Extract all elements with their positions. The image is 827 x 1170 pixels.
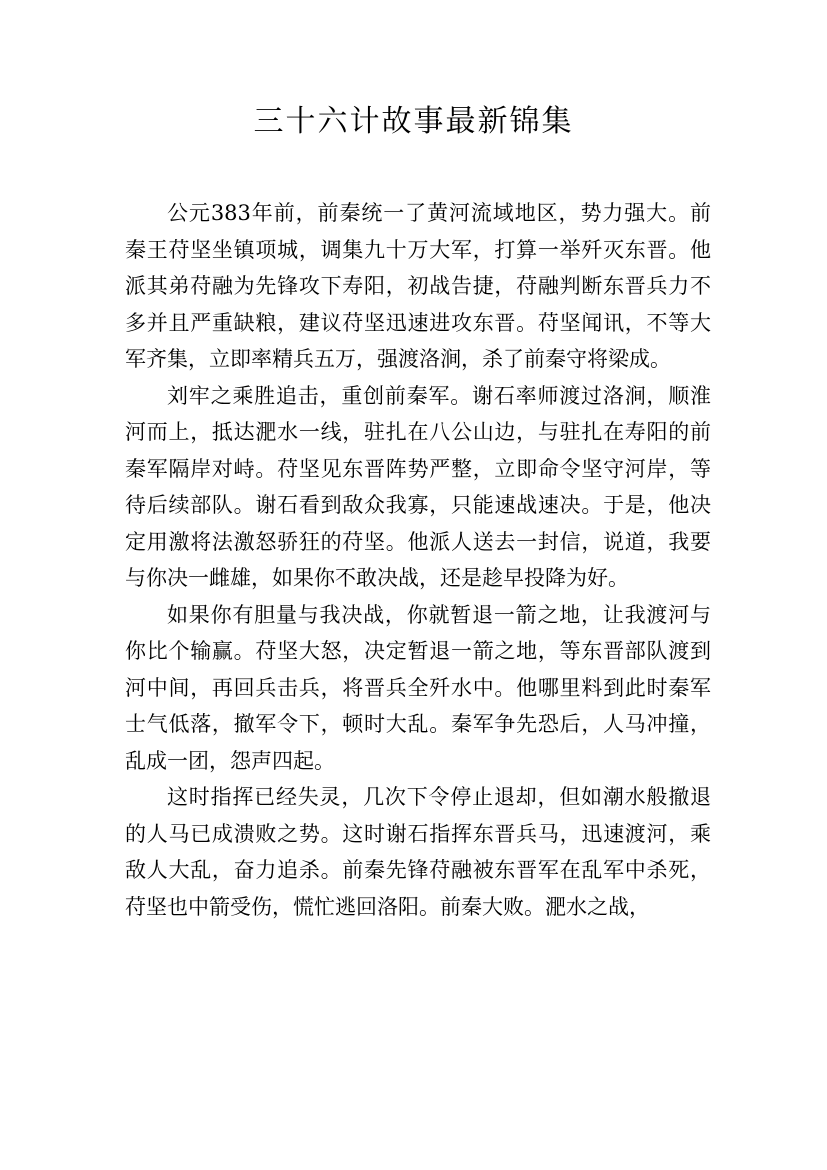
- paragraph-3: 如果你有胆量与我决战，你就暂退一箭之地，让我渡河与你比个输赢。苻坚大怒，决定暂退一箭之地，等东晋部队渡到河中间，再回兵击兵，将晋兵全歼水中。他哪里料到此时秦军士气低落，撤军令下，顿时大乱。秦军争先恐后，人马冲撞，乱成一团，怨声四起。: [125, 602, 711, 773]
- paragraph-4: 这时指挥已经失灵，几次下令停止退却，但如潮水般撤退的人马已成溃败之势。这时谢石指挥东晋兵马，迅速渡河，乘敌人大乱，奋力追杀。前秦先锋苻融被东晋军在乱军中杀死，苻坚也中箭受伤，慌忙逃回洛阳。前秦大败。淝水之战，: [125, 785, 711, 919]
- paragraph-1: 公元383年前，前秦统一了黄河流域地区，势力强大。前秦王苻坚坐镇项城，调集九十万大军，打算一举歼灭东晋。他派其弟苻融为先锋攻下寿阳，初战告捷，苻融判断东晋兵力不多并且严重缺粮，建议苻坚迅速进攻东晋。苻坚闻讯，不等大军齐集，立即率精兵五万，强渡洛涧，杀了前秦守将梁成。: [125, 201, 711, 371]
- document-title: 三十六计故事最新锦集: [253, 104, 574, 139]
- paragraph-2: 刘牢之乘胜追击，重创前秦军。谢石率师渡过洛涧，顺淮河而上，抵达淝水一线，驻扎在八公山边，与驻扎在寿阳的前秦军隔岸对峙。苻坚见东晋阵势严整，立即命令坚守河岸，等待后续部队。谢石看到敌众我寡，只能速战速决。于是，他决定用激将法激怒骄狂的苻坚。他派人送去一封信，说道，我要与你决一雌雄，如果你不敢决战，还是趁早投降为好。: [125, 383, 711, 590]
- document-body: [125, 195, 711, 925]
